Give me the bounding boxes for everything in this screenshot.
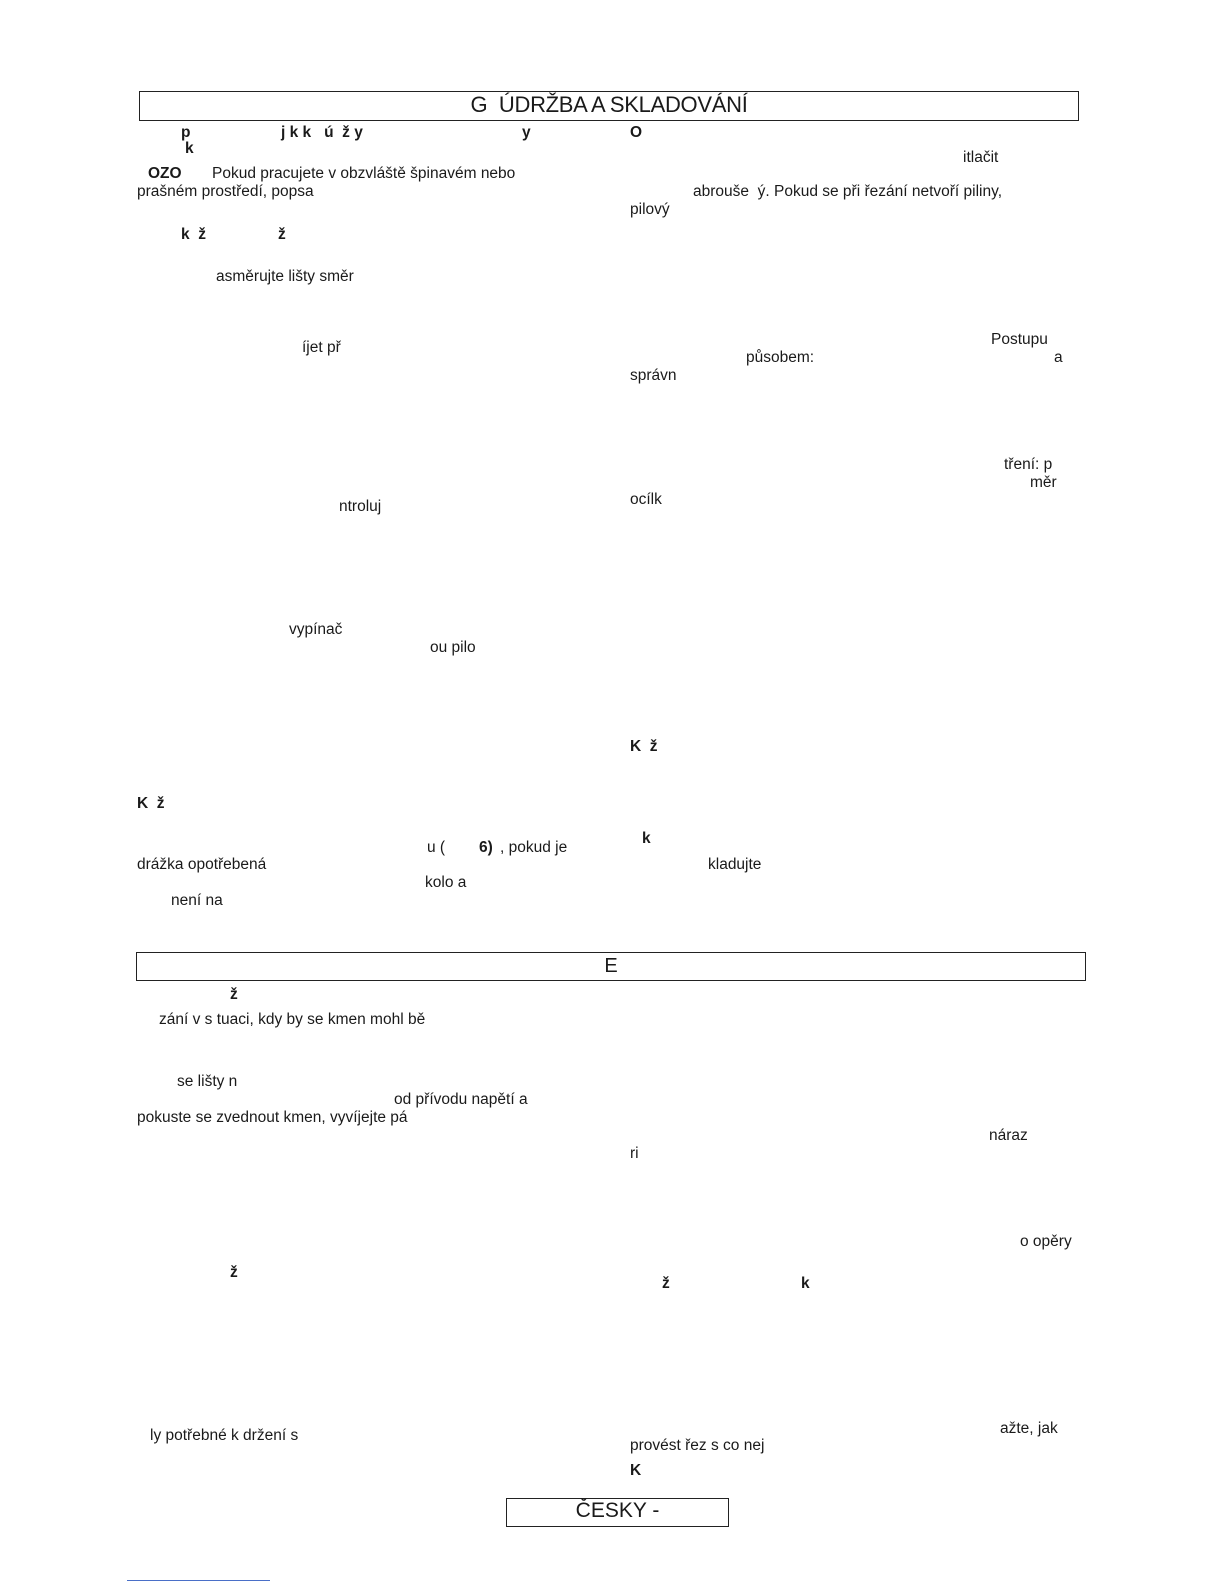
correct-text: správn xyxy=(630,367,677,384)
section-e-z-mark-1: ž xyxy=(230,986,238,1003)
groove-text-b: 6) xyxy=(479,839,493,856)
method-text: působem: xyxy=(746,349,815,366)
procedure-text: Postupu xyxy=(991,331,1048,348)
section-e-heading: E xyxy=(136,952,1086,981)
place-text: kladujte xyxy=(708,856,762,873)
text-fragment-2: ntroluj xyxy=(339,498,382,515)
warning-label: OZO xyxy=(148,165,182,182)
right-heading-K: K xyxy=(630,1462,642,1479)
groove-text-c: , pokud je xyxy=(500,839,568,856)
worn-groove-text: drážka opotřebená xyxy=(137,856,267,873)
measure-text: měr xyxy=(1030,474,1057,491)
how-text: ažte, jak xyxy=(1000,1420,1058,1437)
left-heading-fragment-d: k xyxy=(185,140,194,157)
left-heading-fragment-a: p xyxy=(181,124,191,141)
right-section-k-heading: K ž xyxy=(630,738,658,755)
sub-heading-fragment-b: ž xyxy=(278,226,286,243)
bar-direction-text: asměrujte lišty směr xyxy=(216,268,354,285)
language-footer: ČESKY - xyxy=(506,1498,729,1527)
left-section-k-heading: K ž xyxy=(137,795,165,812)
maintenance-storage-heading: G ÚDRŽBA A SKLADOVÁNÍ xyxy=(139,91,1079,121)
right-heading-z: ž xyxy=(662,1275,670,1292)
saw-chain-text: pilový xyxy=(630,201,670,218)
text-fragment-1: íjet př xyxy=(302,339,341,356)
power-supply-text: od přívodu napětí a xyxy=(394,1091,528,1108)
footer-link-rule xyxy=(127,1580,270,1581)
impact-text: náraz xyxy=(989,1127,1028,1144)
sharpen-text: abrouše ý. Pokud se při řezání netvoří piliny, xyxy=(693,183,1003,200)
right-heading-k: k xyxy=(642,830,651,847)
holding-text: ly potřebné k držení s xyxy=(150,1427,299,1444)
steel-text: ocílk xyxy=(630,491,662,508)
dusty-environment-text: prašném prostředí, popsa xyxy=(137,183,314,200)
support-text: o opěry xyxy=(1020,1233,1072,1250)
friction-text: tření: p xyxy=(1004,456,1053,473)
right-heading-k-small: k xyxy=(801,1275,810,1292)
switch-text: vypínač xyxy=(289,621,343,638)
push-text: itlačit xyxy=(963,149,999,166)
warning-text: Pokud pracujete v obzvláště špinavém nebo xyxy=(212,165,516,182)
trunk-situation-text: zání v s tuaci, kdy by se kmen mohl bě xyxy=(159,1011,426,1028)
and-text: a xyxy=(1054,349,1063,366)
sub-heading-fragment-a: k ž xyxy=(181,226,206,243)
perform-cut-text: provést řez s co nej xyxy=(630,1437,765,1454)
wheel-text: kolo a xyxy=(425,874,467,891)
bar-text: se lišty n xyxy=(177,1073,238,1090)
section-e-z-mark-2: ž xyxy=(230,1264,238,1281)
left-heading-fragment-b: j k k ú ž y xyxy=(281,124,363,141)
right-heading-o: O xyxy=(630,124,643,141)
saw-text: ou pilo xyxy=(430,639,476,656)
lift-trunk-text: pokuste se zvednout kmen, vyvíjejte pá xyxy=(137,1109,408,1126)
groove-text-a: u ( xyxy=(427,839,446,856)
ri-text: ri xyxy=(630,1145,639,1162)
not-on-text: není na xyxy=(171,892,223,909)
left-heading-fragment-c: y xyxy=(522,124,531,141)
